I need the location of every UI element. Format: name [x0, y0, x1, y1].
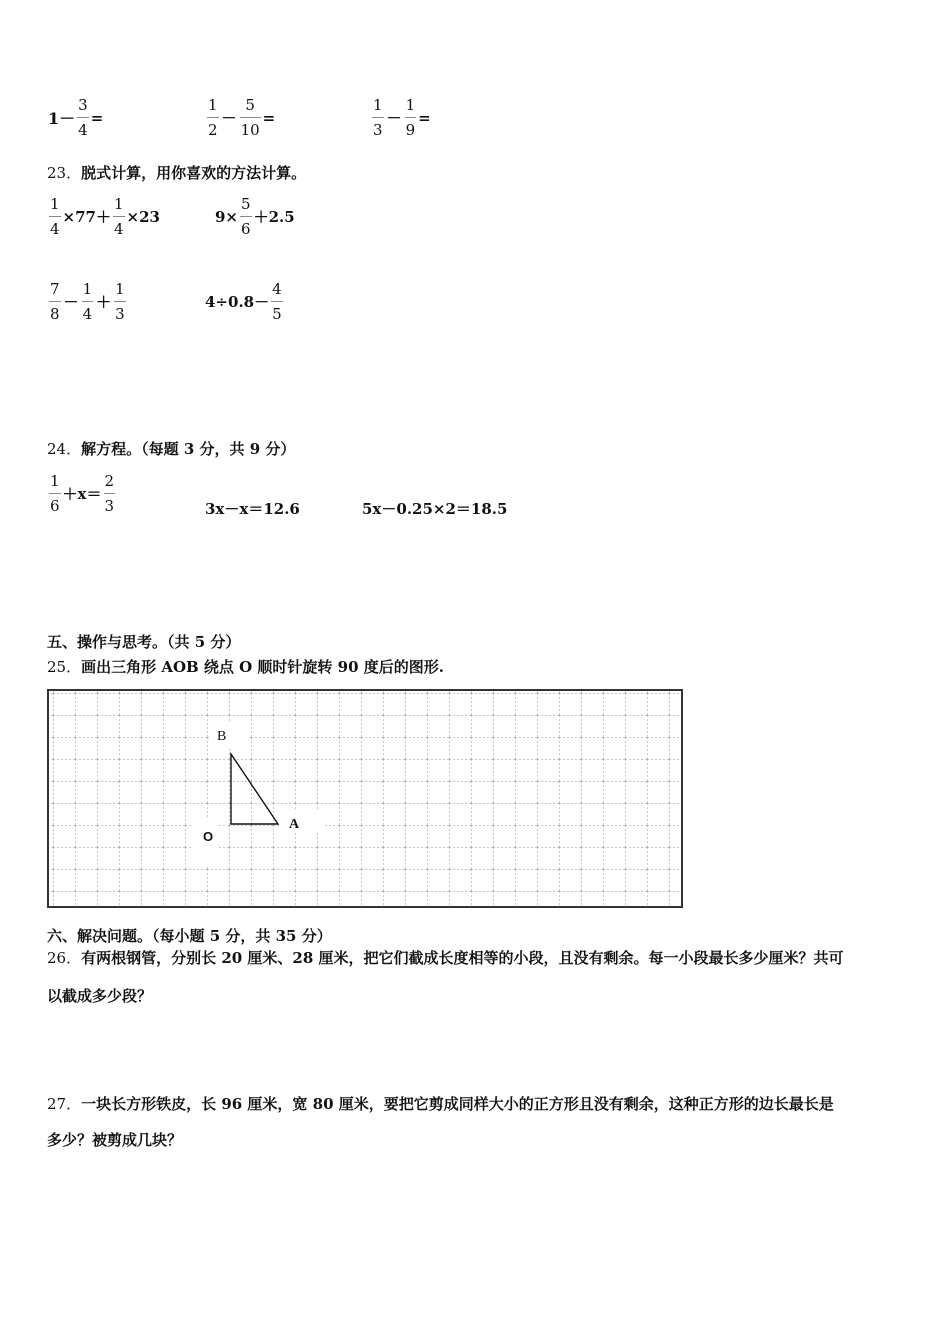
- question-26-prompt: [47, 940, 844, 976]
- fraction: [49, 195, 61, 238]
- denominator: 4: [78, 121, 88, 139]
- question-25-prompt: [47, 656, 444, 677]
- numerator: 1: [208, 96, 218, 114]
- numerator: 2: [104, 472, 115, 490]
- question-24-prompt: [47, 438, 295, 459]
- grid-svg: [49, 691, 681, 906]
- expr-tail: =: [418, 108, 431, 127]
- question-23-prompt: [47, 162, 306, 183]
- question-number: 25．: [47, 658, 82, 676]
- expr-tail: ×23: [126, 207, 160, 226]
- denominator: 3: [104, 497, 115, 515]
- fraction: [49, 472, 61, 515]
- fraction: [372, 96, 384, 139]
- label-bg-a: [281, 809, 323, 833]
- numerator: 1: [114, 195, 124, 213]
- operator: －: [386, 109, 402, 127]
- q24-equation-3: 5x－0.25×2＝18.5: [362, 500, 508, 518]
- row1-expression-1: [48, 96, 103, 139]
- denominator: 5: [272, 305, 282, 323]
- numerator: 1: [115, 280, 125, 298]
- fraction: [240, 195, 252, 238]
- numerator: 1: [82, 280, 93, 298]
- expr-lead: 4÷0.8－: [205, 293, 270, 311]
- denominator: 4: [114, 220, 124, 238]
- fraction: [271, 280, 283, 323]
- q23-expression-3: [47, 280, 128, 323]
- fraction: [207, 96, 219, 139]
- question-27-prompt: [47, 1086, 834, 1122]
- expr-mid: ×77＋: [62, 208, 111, 226]
- numerator: 3: [78, 96, 88, 114]
- q24-equation-1: [47, 472, 117, 515]
- denominator: 8: [50, 305, 60, 323]
- operator: －: [63, 293, 79, 311]
- expr-lead: 9×: [215, 207, 239, 226]
- expr-tail: ＋2.5: [253, 208, 295, 226]
- q23-expression-2: [215, 195, 295, 238]
- fraction: [405, 96, 417, 139]
- question-26-continuation: 以截成多少段？: [47, 987, 153, 1005]
- question-number: 24．: [47, 440, 82, 458]
- row1-expression-3: [370, 96, 431, 139]
- denominator: 6: [241, 220, 251, 238]
- numerator: 5: [245, 96, 255, 114]
- denominator: 9: [405, 121, 416, 139]
- fraction: [49, 280, 61, 323]
- question-text-line-1: 有两根钢管，分别长 20 厘米、28 厘米，把它们截成长度相等的小段，且没有剩余。每一小段最长多少厘米？共可: [81, 949, 844, 967]
- fraction: [77, 96, 89, 139]
- grid-lines: [49, 691, 681, 906]
- question-text: 脱式计算，用你喜欢的方法计算。: [81, 164, 307, 182]
- q24-equation-2: 3x－x＝12.6: [205, 500, 300, 518]
- numerator: 1: [50, 472, 60, 490]
- question-number: 27．: [47, 1095, 82, 1113]
- expr-lead: 1－: [48, 109, 76, 128]
- question-text: 画出三角形 AOB 绕点 O 顺时针旋转 90 度后的图形.: [81, 658, 444, 676]
- numerator: 5: [241, 195, 251, 213]
- expr-tail: =: [90, 108, 104, 127]
- question-number: 23．: [47, 164, 82, 182]
- question-27-continuation: 多少？被剪成几块？: [47, 1131, 183, 1149]
- fraction: [104, 472, 116, 515]
- denominator: 4: [50, 220, 60, 238]
- fraction: [240, 96, 261, 139]
- expr-mid: ＋x＝: [62, 485, 102, 503]
- point-b-label: B: [217, 729, 227, 744]
- fraction: [114, 280, 126, 323]
- operator: －: [221, 109, 237, 127]
- denominator: 6: [50, 497, 60, 515]
- operator: ＋: [96, 293, 112, 311]
- numerator: 1: [405, 96, 416, 114]
- point-o-label: O: [203, 829, 214, 844]
- q23-expression-4: [205, 280, 285, 323]
- fraction: [113, 195, 125, 238]
- section-6-title: 六、解决问题。（每小题 5 分，共 35 分）: [47, 927, 332, 945]
- point-a-label: A: [289, 817, 300, 832]
- numerator: 1: [373, 96, 383, 114]
- denominator: 2: [208, 121, 218, 139]
- denominator: 4: [82, 305, 93, 323]
- numerator: 4: [272, 280, 282, 298]
- denominator: 3: [115, 305, 125, 323]
- q23-expression-1: [47, 195, 160, 238]
- section-5-title: 五、操作与思考。（共 5 分）: [47, 633, 241, 651]
- question-number: 26．: [47, 949, 82, 967]
- numerator: 7: [50, 280, 60, 298]
- expr-tail: =: [262, 108, 276, 127]
- denominator: 3: [373, 121, 383, 139]
- row1-expression-2: [205, 96, 275, 139]
- numerator: 1: [50, 195, 60, 213]
- rotation-grid-diagram: [47, 689, 683, 908]
- question-text-line-1: 一块长方形铁皮，长 96 厘米，宽 80 厘米，要把它剪成同样大小的正方形且没有剩余，这种正方形的边长最长是: [81, 1095, 834, 1113]
- fraction: [82, 280, 94, 323]
- question-text: 解方程。（每题 3 分，共 9 分）: [81, 440, 296, 458]
- denominator: 10: [240, 121, 260, 139]
- label-bg-b: [209, 721, 249, 747]
